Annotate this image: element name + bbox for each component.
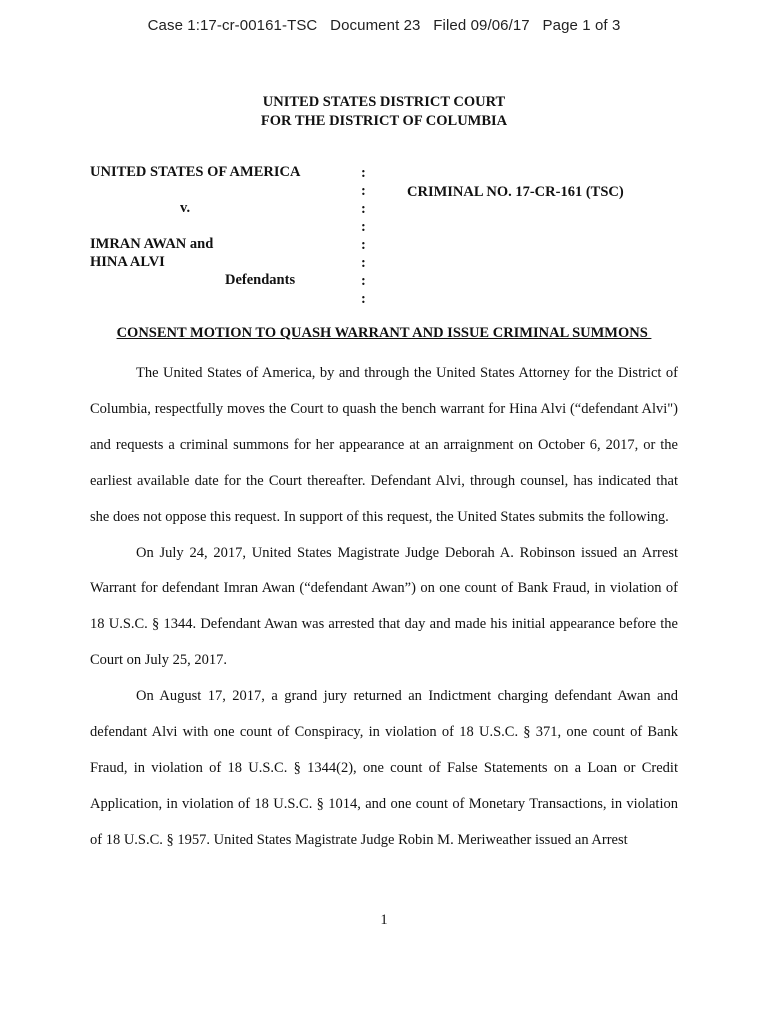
motion-title — [0, 325, 768, 342]
court-district: FOR THE DISTRICT OF COLUMBIA — [260, 113, 508, 129]
plaintiff-name: UNITED STATES OF AMERICA — [90, 164, 301, 180]
page-number: 1 — [380, 912, 388, 928]
caption-colon: : — [361, 255, 366, 271]
versus-label: v. — [180, 200, 191, 216]
defendant-name-2: HINA ALVI — [90, 254, 165, 270]
caption-colon: : — [361, 165, 366, 181]
motion-title-text: CONSENT MOTION TO QUASH WARRANT AND ISSUE CRIMINAL SUMMONS — [116, 325, 652, 341]
defendants-label: Defendants — [225, 272, 296, 288]
court-name: UNITED STATES DISTRICT COURT — [262, 94, 506, 110]
case-number: CRIMINAL NO. 17-CR-161 (TSC) — [407, 184, 624, 200]
motion-body — [90, 356, 678, 859]
caption-colons — [361, 164, 366, 308]
caption-colon: : — [361, 273, 366, 289]
body-paragraph-2: On July 24, 2017, United States Magistrate Judge Deborah A. Robinson issued an Arrest Warrant for defendant Imran Awan (“defendant Awan”) on one count of Bank Fraud, in violation of 18 U.S.C. § 1344. Defendant Awan was arrested that day and made his initial appearance before the Court on July 25, 2017. — [90, 544, 678, 669]
caption-colon: : — [361, 237, 366, 253]
court-heading — [0, 93, 768, 131]
case-caption — [90, 164, 690, 309]
caption-colon: : — [361, 201, 366, 217]
defendant-name-1: IMRAN AWAN and — [90, 236, 214, 252]
body-paragraph-1: The United States of America, by and through the United States Attorney for the District of Columbia, respectfully moves the Court to quash the bench warrant for Hina Alvi (“defendant Alvi") and requests a criminal summons for her appearance at an arraignment on October 6, 2017, or the earliest available date for the Court thereafter. Defendant Alvi, through counsel, has indicated that she does not oppose this request. In support of this request, the United States submits the following. — [90, 365, 678, 525]
caption-colon: : — [361, 183, 366, 199]
caption-colon: : — [361, 291, 366, 307]
filing-stamp: Case 1:17-cr-00161-TSC Document 23 Filed 09/06/17 Page 1 of 3 — [147, 17, 621, 34]
caption-colon: : — [361, 219, 366, 235]
body-paragraph-3: On August 17, 2017, a grand jury returned an Indictment charging defendant Awan and defendant Alvi with one count of Conspiracy, in violation of 18 U.S.C. § 371, one count of Bank Fraud, in violation of 18 U.S.C. § 1344(2), one count of False Statements on a Loan or Credit Application, in violation of 18 U.S.C. § 1014, and one count of Monetary Transactions, in violation of 18 U.S.C. § 1957. United States Magistrate Judge Robin M. Meriweather issued an Arrest — [90, 688, 678, 848]
